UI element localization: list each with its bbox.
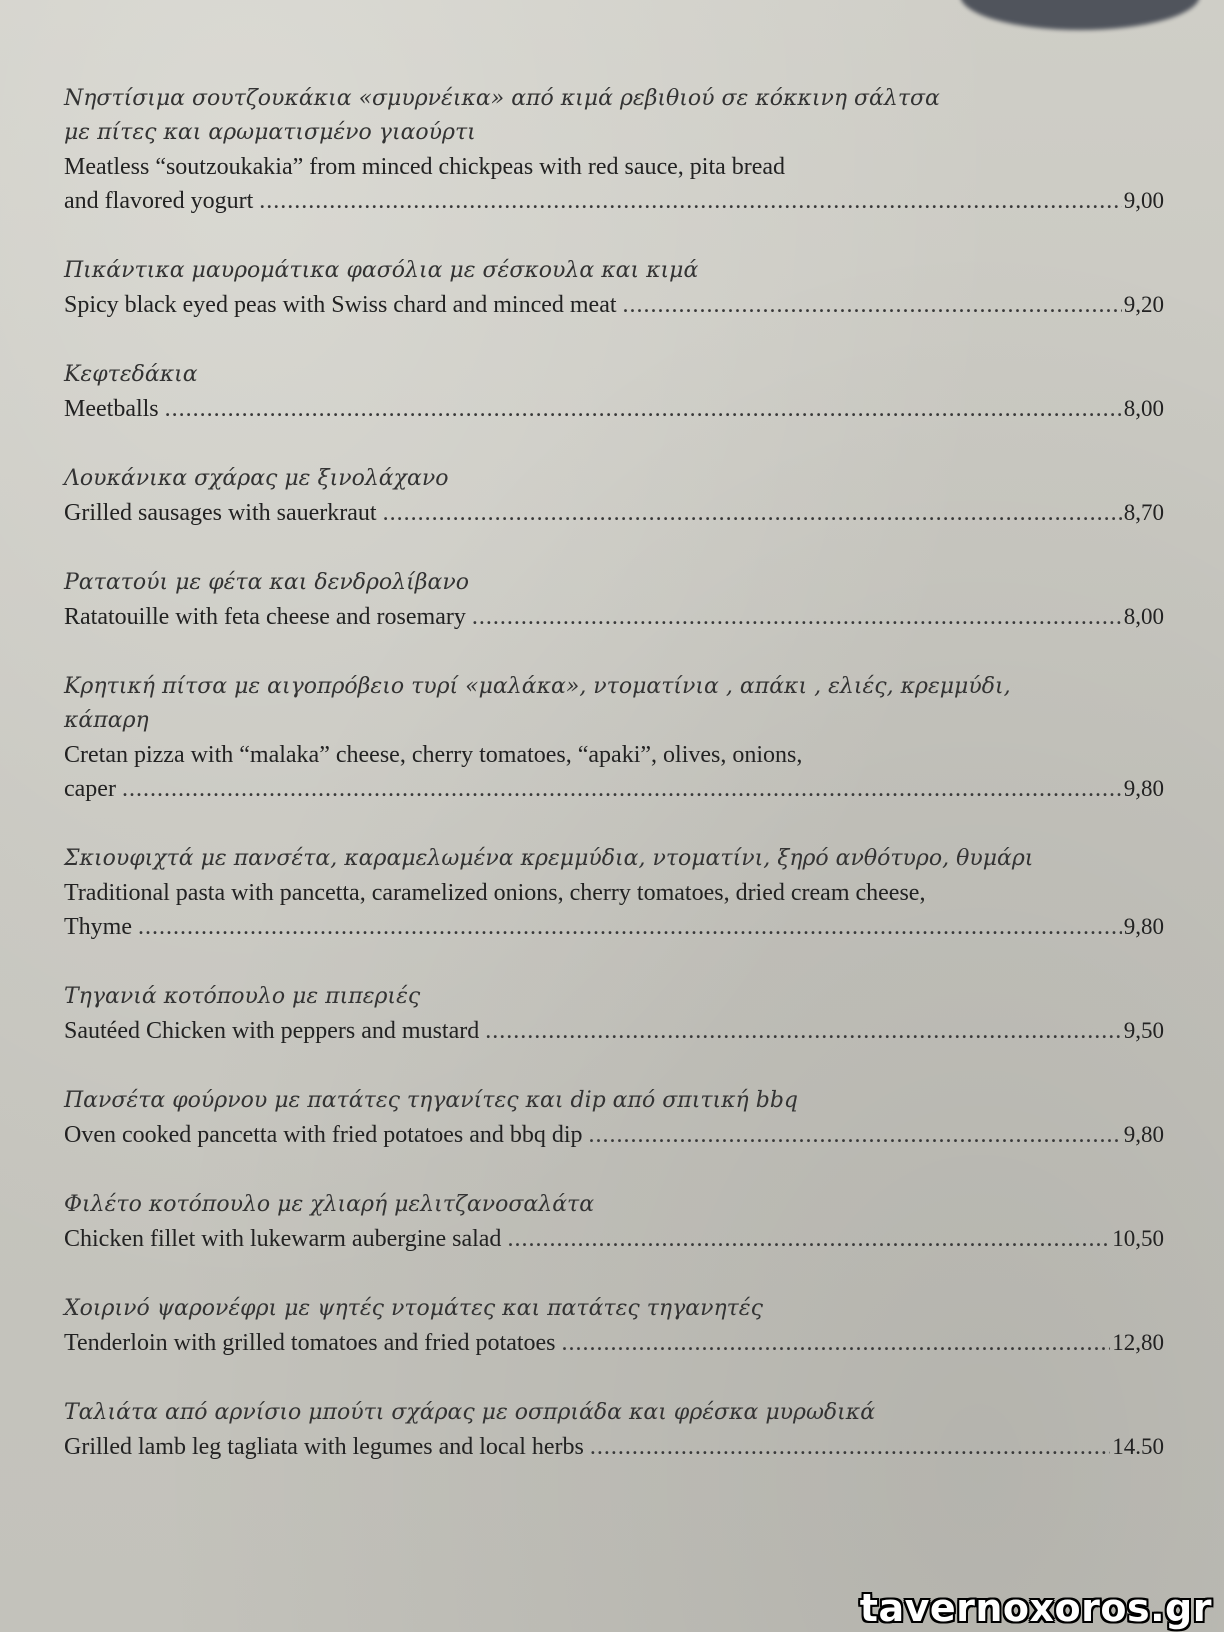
site-watermark: tavernoxoros.gr — [859, 1586, 1212, 1630]
item-price: 9,80 — [1123, 776, 1164, 801]
menu-item — [64, 566, 1164, 634]
menu-list — [64, 82, 1164, 1500]
item-price-line — [64, 288, 1164, 322]
item-price-line — [64, 496, 1164, 530]
item-greek-name: με πίτες και αρωματισμένο γιαούρτι — [64, 120, 476, 145]
item-price: 8,00 — [1123, 604, 1164, 629]
item-english-name: Sautéed Chicken with peppers and mustard — [64, 1018, 480, 1044]
menu-item — [64, 462, 1164, 530]
item-price: 9,00 — [1123, 188, 1164, 213]
item-price: 9,80 — [1123, 1122, 1164, 1147]
menu-item — [64, 842, 1164, 944]
item-english-name: Tenderloin with grilled tomatoes and fried potatoes — [64, 1330, 556, 1356]
menu-item — [64, 1292, 1164, 1360]
item-price-line — [64, 392, 1164, 426]
dot-leader — [507, 1222, 1110, 1256]
item-price: 12,80 — [1112, 1330, 1164, 1355]
menu-item — [64, 1188, 1164, 1256]
item-price: 10,50 — [1112, 1226, 1164, 1251]
item-price-line — [64, 1430, 1164, 1464]
item-price: 9,80 — [1123, 914, 1164, 939]
item-greek-name: Λουκάνικα σχάρας με ξινολάχανο — [64, 466, 449, 491]
item-greek-name: Ρατατούι με φέτα και δενδρολίβανο — [64, 570, 469, 595]
menu-item — [64, 254, 1164, 322]
item-price-line — [64, 184, 1164, 218]
item-price: 14.50 — [1112, 1434, 1164, 1459]
item-english-name: Thyme — [64, 914, 132, 940]
item-price-line — [64, 772, 1164, 806]
item-price-line — [64, 1222, 1164, 1256]
item-english-name: Cretan pizza with “malaka” cheese, cherry tomatoes, “apaki”, olives, onions, — [64, 742, 803, 768]
item-english-name: Grilled lamb leg tagliata with legumes and local herbs — [64, 1434, 584, 1460]
dot-leader — [589, 1118, 1122, 1152]
item-english-name: Spicy black eyed peas with Swiss chard and minced meat — [64, 292, 617, 318]
item-greek-name: Νηστίσιμα σουτζουκάκια «σμυρνέικα» από κιμά ρεβιθιού σε κόκκινη σάλτσα — [64, 86, 940, 111]
item-price-line — [64, 1118, 1164, 1152]
item-greek-name: Πανσέτα φούρνου με πατάτες τηγανίτες και dip από σπιτική bbq — [64, 1088, 798, 1113]
item-price: 8,00 — [1123, 396, 1164, 421]
dot-leader — [562, 1326, 1111, 1360]
menu-item — [64, 980, 1164, 1048]
item-greek-name: Φιλέτο κοτόπουλο με χλιαρή μελιτζανοσαλάτα — [64, 1192, 595, 1217]
dot-leader — [590, 1430, 1110, 1464]
item-english-name: Chicken fillet with lukewarm aubergine salad — [64, 1226, 502, 1252]
menu-item — [64, 82, 1164, 218]
dot-leader — [383, 496, 1122, 530]
item-greek-name: Τηγανιά κοτόπουλο με πιπεριές — [64, 984, 421, 1009]
item-price: 8,70 — [1123, 500, 1164, 525]
dot-leader — [138, 910, 1122, 944]
item-price-line — [64, 1326, 1164, 1360]
menu-item — [64, 670, 1164, 806]
item-english-name: Oven cooked pancetta with fried potatoes and bbq dip — [64, 1122, 583, 1148]
dot-leader — [122, 772, 1122, 806]
dot-leader — [165, 392, 1122, 426]
item-greek-name: Κεφτεδάκια — [64, 362, 198, 387]
item-price-line — [64, 600, 1164, 634]
item-price: 9,20 — [1123, 292, 1164, 317]
menu-item — [64, 358, 1164, 426]
item-greek-name: Ταλιάτα από αρνίσιο μπούτι σχάρας με οσπριάδα και φρέσκα μυρωδικά — [64, 1400, 876, 1425]
item-price-line — [64, 1014, 1164, 1048]
dot-leader — [623, 288, 1122, 322]
item-english-name: Traditional pasta with pancetta, caramelized onions, cherry tomatoes, dried cream cheese, — [64, 880, 926, 906]
item-greek-name: Πικάντικα μαυρομάτικα φασόλια με σέσκουλα και κιμά — [64, 258, 699, 283]
menu-item — [64, 1084, 1164, 1152]
item-greek-name: Σκιουφιχτά με πανσέτα, καραμελωμένα κρεμμύδια, ντοματίνι, ξηρό ανθότυρο, θυμάρι — [64, 846, 1034, 871]
dot-leader — [485, 1014, 1122, 1048]
item-english-name: Meetballs — [64, 396, 159, 422]
item-price: 9,50 — [1123, 1018, 1164, 1043]
item-greek-name: Χοιρινό ψαρονέφρι με ψητές ντομάτες και πατάτες τηγανητές — [64, 1296, 763, 1321]
menu-item — [64, 1396, 1164, 1464]
dot-leader — [259, 184, 1121, 218]
item-price-line — [64, 910, 1164, 944]
photo-shadow — [960, 0, 1200, 30]
item-english-name: Meatless “soutzoukakia” from minced chickpeas with red sauce, pita bread — [64, 154, 786, 180]
item-english-name: caper — [64, 776, 116, 802]
item-english-name: Ratatouille with feta cheese and rosemary — [64, 604, 466, 630]
dot-leader — [472, 600, 1122, 634]
item-greek-name: κάπαρη — [64, 708, 149, 733]
item-english-name: and flavored yogurt — [64, 188, 254, 214]
item-english-name: Grilled sausages with sauerkraut — [64, 500, 377, 526]
item-greek-name: Κρητική πίτσα με αιγοπρόβειο τυρί «μαλάκα», ντοματίνια , απάκι , ελιές, κρεμμύδι, — [64, 674, 1011, 699]
